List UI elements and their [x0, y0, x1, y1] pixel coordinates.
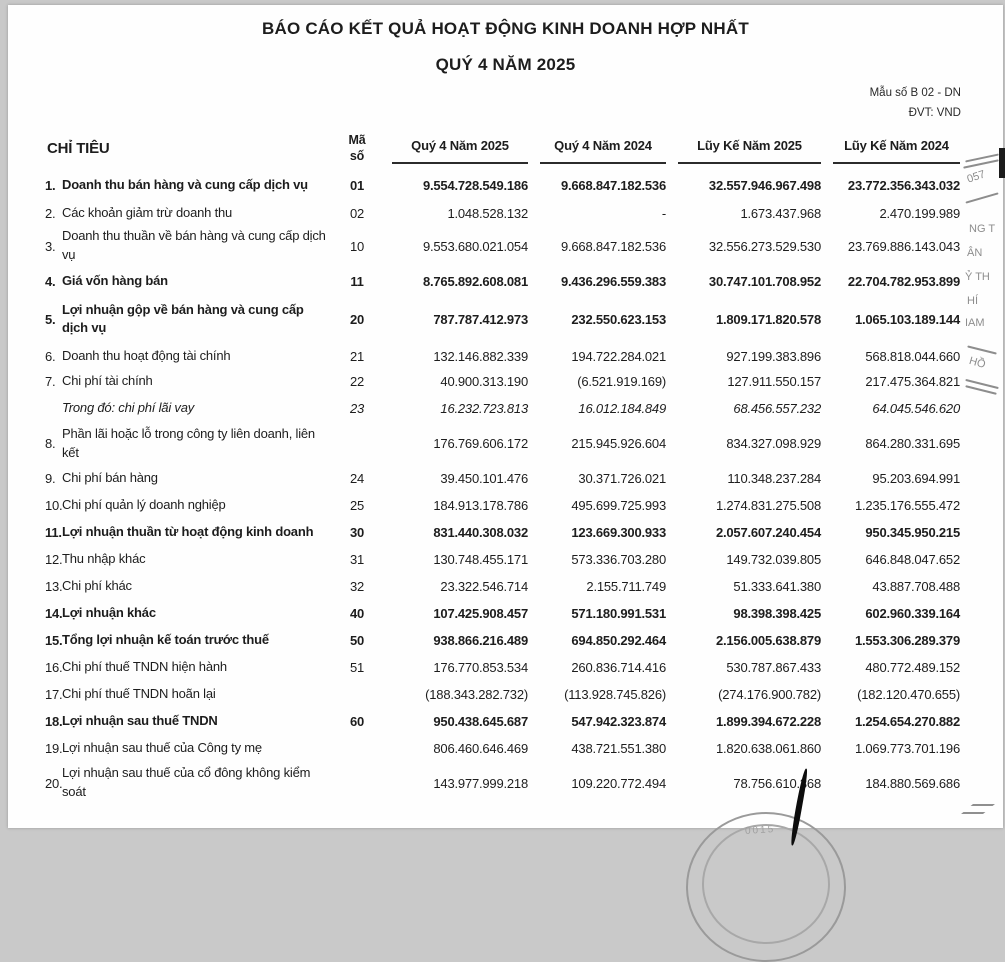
- row-number: 11.: [45, 524, 62, 540]
- code-cell: 01: [349, 178, 365, 194]
- header-indicator: CHỈ TIÊU: [47, 140, 110, 158]
- code-cell: 10: [349, 238, 365, 254]
- code-cell: 11: [350, 273, 364, 289]
- ytd-2024-cell: 23.772.356.343.032: [847, 178, 960, 194]
- q4-2025-cell: 787.787.412.973: [433, 311, 528, 327]
- ytd-2025-cell: 78.756.610.368: [733, 775, 821, 791]
- indicator-name: Chi phí thuế TNDN hoãn lại: [62, 685, 216, 701]
- indicator-name: Doanh thu hoạt động tài chính: [62, 347, 231, 363]
- currency-unit: ĐVT: VND: [908, 107, 961, 119]
- row-number: 4.: [45, 273, 56, 289]
- ytd-2024-cell: 1.069.773.701.196: [854, 740, 960, 756]
- q4-2025-cell: 1.048.528.132: [447, 205, 528, 221]
- ytd-2025-cell: (274.176.900.782): [718, 686, 821, 702]
- q4-2025-cell: 8.765.892.608.081: [422, 273, 528, 289]
- row-number: 5.: [45, 311, 56, 327]
- table-row: [35, 341, 960, 368]
- table-row: [35, 465, 960, 492]
- stamp-text-fragment: ÂN: [967, 247, 983, 259]
- row-number: 20.: [45, 775, 63, 791]
- table-row: [35, 198, 960, 225]
- indicator-name: Giá vốn hàng bán: [62, 272, 168, 288]
- row-number: 6.: [45, 348, 56, 364]
- ytd-2024-cell: 950.345.950.215: [865, 524, 960, 540]
- row-number: 14.: [45, 605, 63, 621]
- code-cell: 32: [349, 578, 365, 594]
- row-number: 13.: [45, 578, 63, 594]
- ytd-2024-cell: 23.769.886.143.043: [847, 238, 960, 254]
- document-subtitle: QUÝ 4 NĂM 2025: [435, 55, 576, 74]
- ytd-2025-cell: 834.327.098.929: [726, 436, 821, 451]
- q4-2024-cell: 9.668.847.182.536: [560, 238, 666, 254]
- header-q4-2025: Quý 4 Năm 2025: [392, 138, 528, 164]
- indicator-name: Chi phí tài chính: [62, 373, 153, 389]
- ytd-2024-cell: 217.475.364.821: [865, 374, 960, 390]
- q4-2025-cell: 176.770.853.534: [433, 659, 528, 675]
- table-row: [35, 395, 960, 422]
- q4-2024-cell: 260.836.714.416: [571, 659, 666, 675]
- ytd-2025-cell: 127.911.550.157: [727, 374, 821, 390]
- q4-2024-cell: 547.942.323.874: [571, 713, 666, 729]
- ytd-2025-cell: 30.747.101.708.952: [708, 273, 821, 289]
- ytd-2025-cell: 110.348.237.284: [727, 470, 821, 486]
- ytd-2024-cell: (182.120.470.655): [857, 686, 960, 702]
- stamp-text-fragment: HỒ: [967, 354, 987, 372]
- row-number: 12.: [45, 551, 63, 567]
- table-row: [35, 368, 960, 395]
- indicator-name: Tổng lợi nhuận kế toán trước thuế: [62, 631, 269, 647]
- ytd-2025-cell: 32.556.273.529.530: [708, 238, 821, 254]
- company-seal-inner-ring: [702, 824, 830, 944]
- code-cell: 31: [349, 551, 365, 567]
- table-header-row: [35, 133, 960, 166]
- q4-2025-cell: 132.146.882.339: [433, 348, 528, 364]
- table-row: [35, 170, 960, 197]
- q4-2024-cell: 573.336.703.280: [571, 551, 666, 567]
- table-body: [35, 170, 960, 804]
- indicator-name: Các khoản giảm trừ doanh thu: [62, 204, 233, 220]
- stamp-arc-line: [967, 345, 997, 354]
- q4-2024-cell: 30.371.726.021: [578, 470, 666, 486]
- ytd-2024-cell: 2.470.199.989: [879, 205, 960, 221]
- row-number: 17.: [45, 686, 63, 702]
- ytd-2024-cell: 95.203.694.991: [872, 470, 960, 486]
- q4-2024-cell: 9.668.847.182.536: [560, 178, 666, 194]
- q4-2024-cell: 694.850.292.464: [571, 632, 666, 648]
- indicator-name: Lợi nhuận sau thuế TNDN: [62, 712, 218, 728]
- ytd-2025-cell: 51.333.641.380: [733, 578, 821, 594]
- header-ytd-2025: Lũy Kế Năm 2025: [678, 138, 821, 164]
- code-cell: 50: [349, 632, 365, 648]
- q4-2024-cell: 194.722.284.021: [571, 348, 666, 364]
- code-cell: 30: [349, 524, 365, 540]
- q4-2024-cell: (113.928.745.826): [564, 686, 666, 702]
- ytd-2025-cell: 32.557.946.967.498: [708, 178, 821, 194]
- row-number: 1.: [45, 178, 56, 194]
- q4-2025-cell: 184.913.178.786: [433, 497, 528, 513]
- q4-2025-cell: 39.450.101.476: [440, 470, 528, 486]
- row-number: 7.: [45, 374, 56, 390]
- code-cell: 23: [349, 401, 365, 417]
- row-number: 8.: [45, 436, 56, 451]
- ytd-2024-cell: 864.280.331.695: [865, 436, 960, 451]
- q4-2025-cell: 176.769.606.172: [433, 436, 528, 451]
- code-cell: 51: [349, 659, 365, 675]
- code-cell: 21: [349, 348, 365, 364]
- code-cell: 24: [349, 470, 365, 486]
- stamp-text-fragment: 057: [965, 168, 987, 186]
- indicator-name: Thu nhập khác: [62, 550, 146, 566]
- q4-2025-cell: 9.554.728.549.186: [422, 178, 528, 194]
- ytd-2025-cell: 68.456.557.232: [733, 401, 821, 417]
- document-header: [8, 5, 1003, 75]
- stamp-arc-line: [965, 192, 998, 203]
- ytd-2024-cell: 64.045.546.620: [872, 401, 960, 417]
- ytd-2025-cell: 927.199.383.896: [726, 348, 821, 364]
- q4-2024-cell: 123.669.300.933: [571, 524, 666, 540]
- ytd-2025-cell: 2.156.005.638.879: [715, 632, 821, 648]
- ytd-2024-cell: 184.880.569.686: [865, 775, 960, 791]
- document-title: BÁO CÁO KẾT QUẢ HOẠT ĐỘNG KINH DOANH HỢP NHẤT: [262, 19, 749, 38]
- header-code: Mã số: [348, 133, 366, 163]
- indicator-name: Phần lãi hoặc lỗ trong công ty liên doanh, liên kết: [62, 425, 315, 460]
- table-row: [35, 600, 960, 627]
- stamp-text-fragment: Ỷ TH: [965, 271, 990, 283]
- q4-2024-cell: (6.521.919.169): [577, 374, 666, 390]
- row-number: 15.: [45, 632, 63, 648]
- indicator-name: Lợi nhuận gộp về bán hàng và cung cấp dịch vụ: [62, 301, 304, 336]
- row-number: 3.: [45, 238, 56, 254]
- indicator-name: Trong đó: chi phí lãi vay: [62, 400, 195, 416]
- indicator-name: Doanh thu bán hàng và cung cấp dịch vụ: [62, 177, 308, 193]
- q4-2024-cell: 438.721.551.380: [571, 740, 666, 756]
- table-row: [35, 519, 960, 546]
- ytd-2024-cell: 602.960.339.164: [865, 605, 960, 621]
- q4-2024-cell: 16.012.184.849: [578, 401, 666, 417]
- ytd-2025-cell: 2.057.607.240.454: [715, 524, 821, 540]
- table-row: [35, 762, 960, 805]
- scan-edge-artifact: [999, 148, 1005, 178]
- row-number: 10.: [45, 497, 63, 513]
- q4-2024-cell: -: [661, 205, 666, 221]
- indicator-name: Doanh thu thuần về bán hàng và cung cấp dịch vụ: [62, 228, 326, 263]
- ytd-2024-cell: 1.235.176.555.472: [854, 497, 960, 513]
- q4-2025-cell: (188.343.282.732): [425, 686, 528, 702]
- q4-2024-cell: 571.180.991.531: [571, 605, 666, 621]
- table-row: [35, 225, 960, 268]
- ytd-2024-cell: 568.818.044.660: [865, 348, 960, 364]
- q4-2025-cell: 950.438.645.687: [433, 713, 528, 729]
- ytd-2025-cell: 1.673.437.968: [740, 205, 821, 221]
- ytd-2024-cell: 1.254.654.270.882: [854, 713, 960, 729]
- table-row: [35, 654, 960, 681]
- q4-2025-cell: 143.977.999.218: [433, 775, 528, 791]
- stamp-text-fragment: NG T: [969, 223, 996, 235]
- row-number: 16.: [45, 659, 63, 675]
- row-number: 19.: [45, 740, 63, 756]
- q4-2025-cell: 130.748.455.171: [433, 551, 528, 567]
- q4-2025-cell: 9.553.680.021.054: [422, 238, 528, 254]
- ytd-2024-cell: 480.772.489.152: [865, 659, 960, 675]
- q4-2025-cell: 831.440.308.032: [433, 524, 528, 540]
- indicator-name: Lợi nhuận thuần từ hoạt động kinh doanh: [62, 523, 314, 539]
- ytd-2025-cell: 1.274.831.275.508: [715, 497, 821, 513]
- table-row: [35, 681, 960, 708]
- indicator-name: Chi phí khác: [62, 577, 132, 593]
- row-number: 2.: [45, 205, 56, 221]
- ytd-2024-cell: 22.704.782.953.899: [847, 273, 960, 289]
- table-row: [35, 422, 960, 465]
- table-row: [35, 708, 960, 735]
- ytd-2025-cell: 149.732.039.805: [726, 551, 821, 567]
- form-number: Mẫu số B 02 - DN: [869, 87, 961, 99]
- code-cell: 02: [349, 205, 365, 221]
- header-ytd-2024: Lũy Kế Năm 2024: [833, 138, 960, 164]
- ytd-2025-cell: 530.787.867.433: [726, 659, 821, 675]
- q4-2024-cell: 9.436.296.559.383: [560, 273, 666, 289]
- ytd-2025-cell: 98.398.398.425: [733, 605, 821, 621]
- stamp-text-fragment: HÍ: [967, 295, 978, 307]
- ytd-2024-cell: 1.553.306.289.379: [854, 632, 960, 648]
- table-row: [35, 735, 960, 762]
- table-row: [35, 546, 960, 573]
- table-row: [35, 492, 960, 519]
- indicator-name: Lợi nhuận sau thuế của Công ty mẹ: [62, 739, 262, 755]
- code-cell: 40: [349, 605, 365, 621]
- ytd-2025-cell: 1.809.171.820.578: [715, 311, 821, 327]
- code-cell: 20: [349, 311, 365, 327]
- table-row: [35, 268, 960, 295]
- row-number: 9.: [45, 470, 56, 486]
- code-cell: 25: [349, 497, 365, 513]
- code-cell: 22: [349, 374, 365, 390]
- q4-2024-cell: 495.699.725.993: [571, 497, 666, 513]
- q4-2024-cell: 2.155.711.749: [586, 578, 666, 594]
- q4-2025-cell: 16.232.723.813: [440, 401, 528, 417]
- table-row: [35, 295, 960, 341]
- document-meta: [870, 87, 961, 127]
- scan-mark: [961, 804, 995, 814]
- indicator-name: Lợi nhuận khác: [62, 604, 156, 620]
- income-statement-table: [35, 133, 960, 805]
- stamp-text-fragment: IAM: [965, 317, 985, 329]
- ytd-2024-cell: 646.848.047.652: [865, 551, 960, 567]
- table-row: [35, 573, 960, 600]
- q4-2024-cell: 109.220.772.494: [571, 775, 666, 791]
- q4-2024-cell: 215.945.926.604: [571, 436, 666, 451]
- ytd-2024-cell: 1.065.103.189.144: [854, 311, 960, 327]
- ytd-2024-cell: 43.887.708.488: [872, 578, 960, 594]
- company-seal-number: 0015: [744, 823, 776, 838]
- ytd-2025-cell: 1.820.638.061.860: [715, 740, 821, 756]
- table-row: [35, 627, 960, 654]
- header-q4-2024: Quý 4 Năm 2024: [540, 138, 666, 164]
- q4-2024-cell: 232.550.623.153: [571, 311, 666, 327]
- indicator-name: Chi phí bán hàng: [62, 469, 158, 485]
- q4-2025-cell: 806.460.646.469: [433, 740, 528, 756]
- document-page: [8, 5, 1003, 838]
- code-cell: 60: [349, 713, 365, 729]
- ytd-2025-cell: 1.899.394.672.228: [715, 713, 821, 729]
- q4-2025-cell: 938.866.216.489: [433, 632, 528, 648]
- q4-2025-cell: 40.900.313.190: [440, 374, 528, 390]
- indicator-name: Lợi nhuận sau thuế của cổ đông không kiểm soát: [62, 765, 311, 800]
- indicator-name: Chi phí quản lý doanh nghiệp: [62, 496, 226, 512]
- q4-2025-cell: 107.425.908.457: [433, 605, 528, 621]
- indicator-name: Chi phí thuế TNDN hiện hành: [62, 658, 227, 674]
- row-number: 18.: [45, 713, 63, 729]
- q4-2025-cell: 23.322.546.714: [440, 578, 528, 594]
